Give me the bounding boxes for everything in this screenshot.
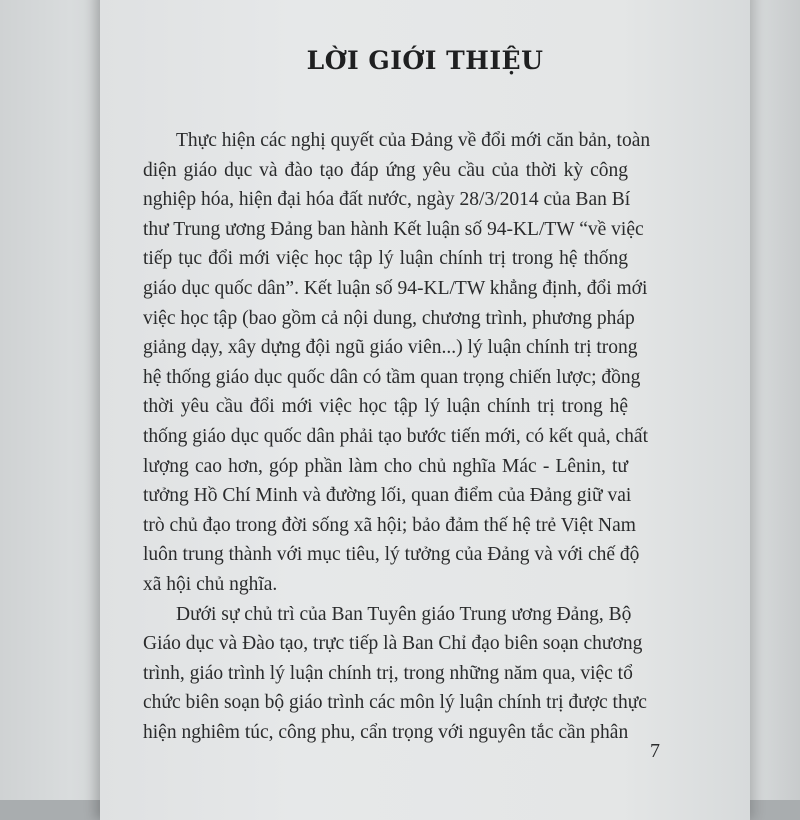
- page-number: 7: [650, 740, 660, 762]
- text-line: giảng dạy, xây dựng đội ngũ giáo viên...) lý luận chính trị trong: [143, 337, 638, 359]
- text-line: trình, giáo trình lý luận chính trị, trong những năm qua, việc tổ: [143, 662, 633, 684]
- text-line: thư Trung ương Đảng ban hành Kết luận số 94-KL/TW “về việc: [143, 218, 644, 240]
- text-line: thống giáo dục quốc dân phải tạo bước tiến mới, có kết quả, chất: [143, 426, 649, 447]
- text-line: chức biên soạn bộ giáo trình các môn lý luận chính trị được thực: [143, 692, 647, 714]
- text-line: nghiệp hóa, hiện đại hóa đất nước, ngày 28/3/2014 của Ban Bí: [143, 189, 631, 211]
- text-line: tiếp tục đổi mới việc học tập lý luận chính trị trong hệ thống: [143, 248, 628, 270]
- text-line: thời yêu cầu đổi mới việc học tập lý luận chính trị trong hệ: [143, 396, 628, 418]
- text-line: hiện nghiêm túc, công phu, cẩn trọng với nguyên tắc cần phân: [143, 722, 629, 743]
- page-title: LỜI GIỚI THIỆU: [306, 46, 544, 75]
- text-line: Dưới sự chủ trì của Ban Tuyên giáo Trung ương Đảng, Bộ: [176, 603, 632, 625]
- text-line: giáo dục quốc dân”. Kết luận số 94-KL/TW khẳng định, đổi mới: [143, 278, 648, 299]
- text-line: Giáo dục và Đào tạo, trực tiếp là Ban Chỉ đạo biên soạn chương: [143, 633, 643, 655]
- text-line: Thực hiện các nghị quyết của Đảng về đổi mới căn bản, toàn: [176, 130, 651, 151]
- text-line: việc học tập (bao gồm cả nội dung, chương trình, phương pháp: [143, 307, 635, 329]
- text-line: hệ thống giáo dục quốc dân có tầm quan trọng chiến lược; đồng: [143, 366, 641, 388]
- text-line: luôn trung thành với mục tiêu, lý tưởng của Đảng và với chế độ: [143, 544, 640, 566]
- text-line: lượng cao hơn, góp phần làm cho chủ nghĩa Mác - Lênin, tư: [143, 455, 628, 477]
- text-line: xã hội chủ nghĩa.: [143, 574, 278, 595]
- text-line: trò chủ đạo trong đời sống xã hội; bảo đảm thế hệ trẻ Việt Nam: [143, 514, 636, 536]
- text-line: diện giáo dục và đào tạo đáp ứng yêu cầu của thời kỳ công: [143, 159, 628, 181]
- text-line: tưởng Hồ Chí Minh và đường lối, quan điểm của Đảng giữ vai: [143, 485, 632, 507]
